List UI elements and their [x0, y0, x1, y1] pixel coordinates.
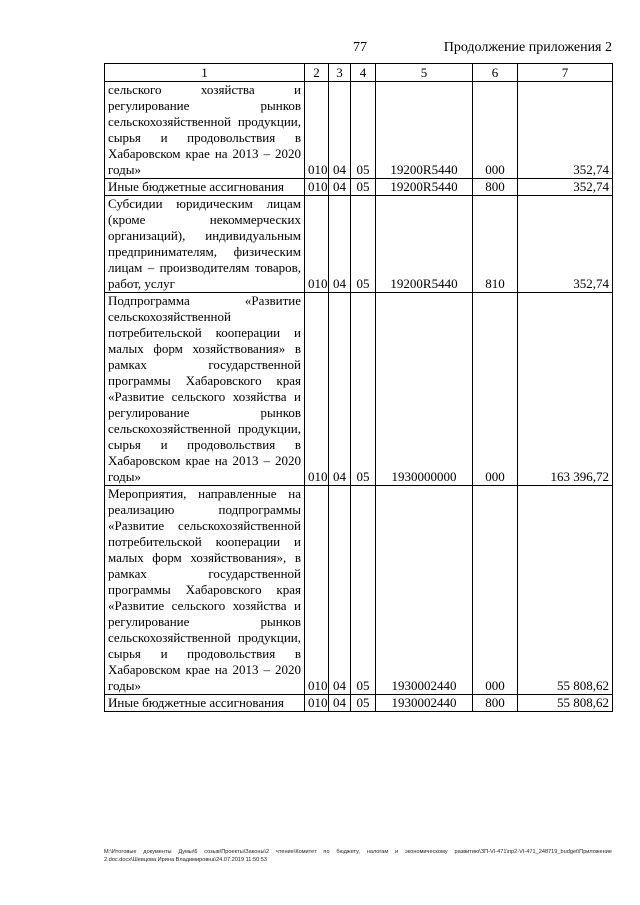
column-header: 4: [351, 64, 376, 82]
table-row: [105, 695, 613, 712]
row-code-5: 19200R5440: [376, 196, 473, 293]
row-code-2: 010: [305, 486, 329, 695]
row-code-3: 04: [329, 82, 351, 179]
row-amount: 352,74: [518, 196, 613, 293]
column-header: 1: [105, 64, 305, 82]
row-code-2: 010: [305, 196, 329, 293]
row-code-5: 1930000000: [376, 293, 473, 486]
row-code-2: 010: [305, 293, 329, 486]
table-row: [105, 293, 613, 486]
row-name: Мероприятия, направленные на реализацию подпрограммы «Развитие сельскохозяйственной потребительской кооперации и малых форм хозяйствования», в рамках государственной программы Хабаровского края «Развитие сельского хозяйства и регулирование рынков сельскохозяйственной продукции, сырья и продовольствия в Хабаровском крае на 2013 – 2020 годы»: [105, 486, 305, 695]
row-code-4: 05: [351, 486, 376, 695]
table-row: [105, 196, 613, 293]
column-header: 2: [305, 64, 329, 82]
budget-table: [104, 63, 613, 712]
row-code-3: 04: [329, 695, 351, 712]
column-header: 5: [376, 64, 473, 82]
row-code-4: 05: [351, 695, 376, 712]
row-code-4: 05: [351, 293, 376, 486]
row-code-4: 05: [351, 179, 376, 196]
page-number: 77: [353, 40, 367, 55]
column-header: 3: [329, 64, 351, 82]
row-code-3: 04: [329, 196, 351, 293]
row-amount: 352,74: [518, 179, 613, 196]
continuation-label: Продолжение приложения 2: [443, 40, 612, 55]
row-name: сельского хозяйства и регулирование рынков сельскохозяйственной продукции, сырья и продовольствия в Хабаровском крае на 2013 – 2020 годы»: [105, 82, 305, 179]
table-row: [105, 486, 613, 695]
row-code-6: 000: [473, 82, 518, 179]
row-amount: 55 808,62: [518, 695, 613, 712]
row-code-6: 000: [473, 486, 518, 695]
row-amount: 163 396,72: [518, 293, 613, 486]
document-path-footer: М:\Итоговые документы Думы\6 созыв\Проекты\Законы\2 чтение\Комитет по бюджету, налогам и экономическому развитию\ЗП-VI-471\пр2-VI-471_248719_budget\Приложение 2.doc.docx\Шевцова Ирина Владимировна\24.07.2019 11:50:53: [104, 849, 612, 863]
table-row: [105, 179, 613, 196]
column-header: 6: [473, 64, 518, 82]
row-code-4: 05: [351, 196, 376, 293]
row-code-3: 04: [329, 293, 351, 486]
column-header: 7: [518, 64, 613, 82]
row-code-3: 04: [329, 179, 351, 196]
table-row: [105, 82, 613, 179]
table-header-row: [105, 64, 613, 82]
row-code-4: 05: [351, 82, 376, 179]
row-code-5: 19200R5440: [376, 82, 473, 179]
row-name: Подпрограмма «Развитие сельскохозяйственной потребительской кооперации и малых форм хозяйствования» в рамках государственной программы Хабаровского края «Развитие сельского хозяйства и регулирование рынков сельскохозяйственной продукции, сырья и продовольствия в Хабаровском крае на 2013 – 2020 годы»: [105, 293, 305, 486]
row-code-3: 04: [329, 486, 351, 695]
row-code-2: 010: [305, 179, 329, 196]
row-code-2: 010: [305, 695, 329, 712]
row-name: Субсидии юридическим лицам (кроме некоммерческих организаций), индивидуальным предпринимателям, физическим лицам – производителям товаров, работ, услуг: [105, 196, 305, 293]
row-code-6: 800: [473, 695, 518, 712]
row-code-2: 010: [305, 82, 329, 179]
row-amount: 352,74: [518, 82, 613, 179]
row-code-6: 000: [473, 293, 518, 486]
row-code-6: 800: [473, 179, 518, 196]
row-code-6: 810: [473, 196, 518, 293]
row-code-5: 1930002440: [376, 486, 473, 695]
row-code-5: 1930002440: [376, 695, 473, 712]
row-name: Иные бюджетные ассигнования: [105, 179, 305, 196]
row-code-5: 19200R5440: [376, 179, 473, 196]
row-name: Иные бюджетные ассигнования: [105, 695, 305, 712]
row-amount: 55 808,62: [518, 486, 613, 695]
